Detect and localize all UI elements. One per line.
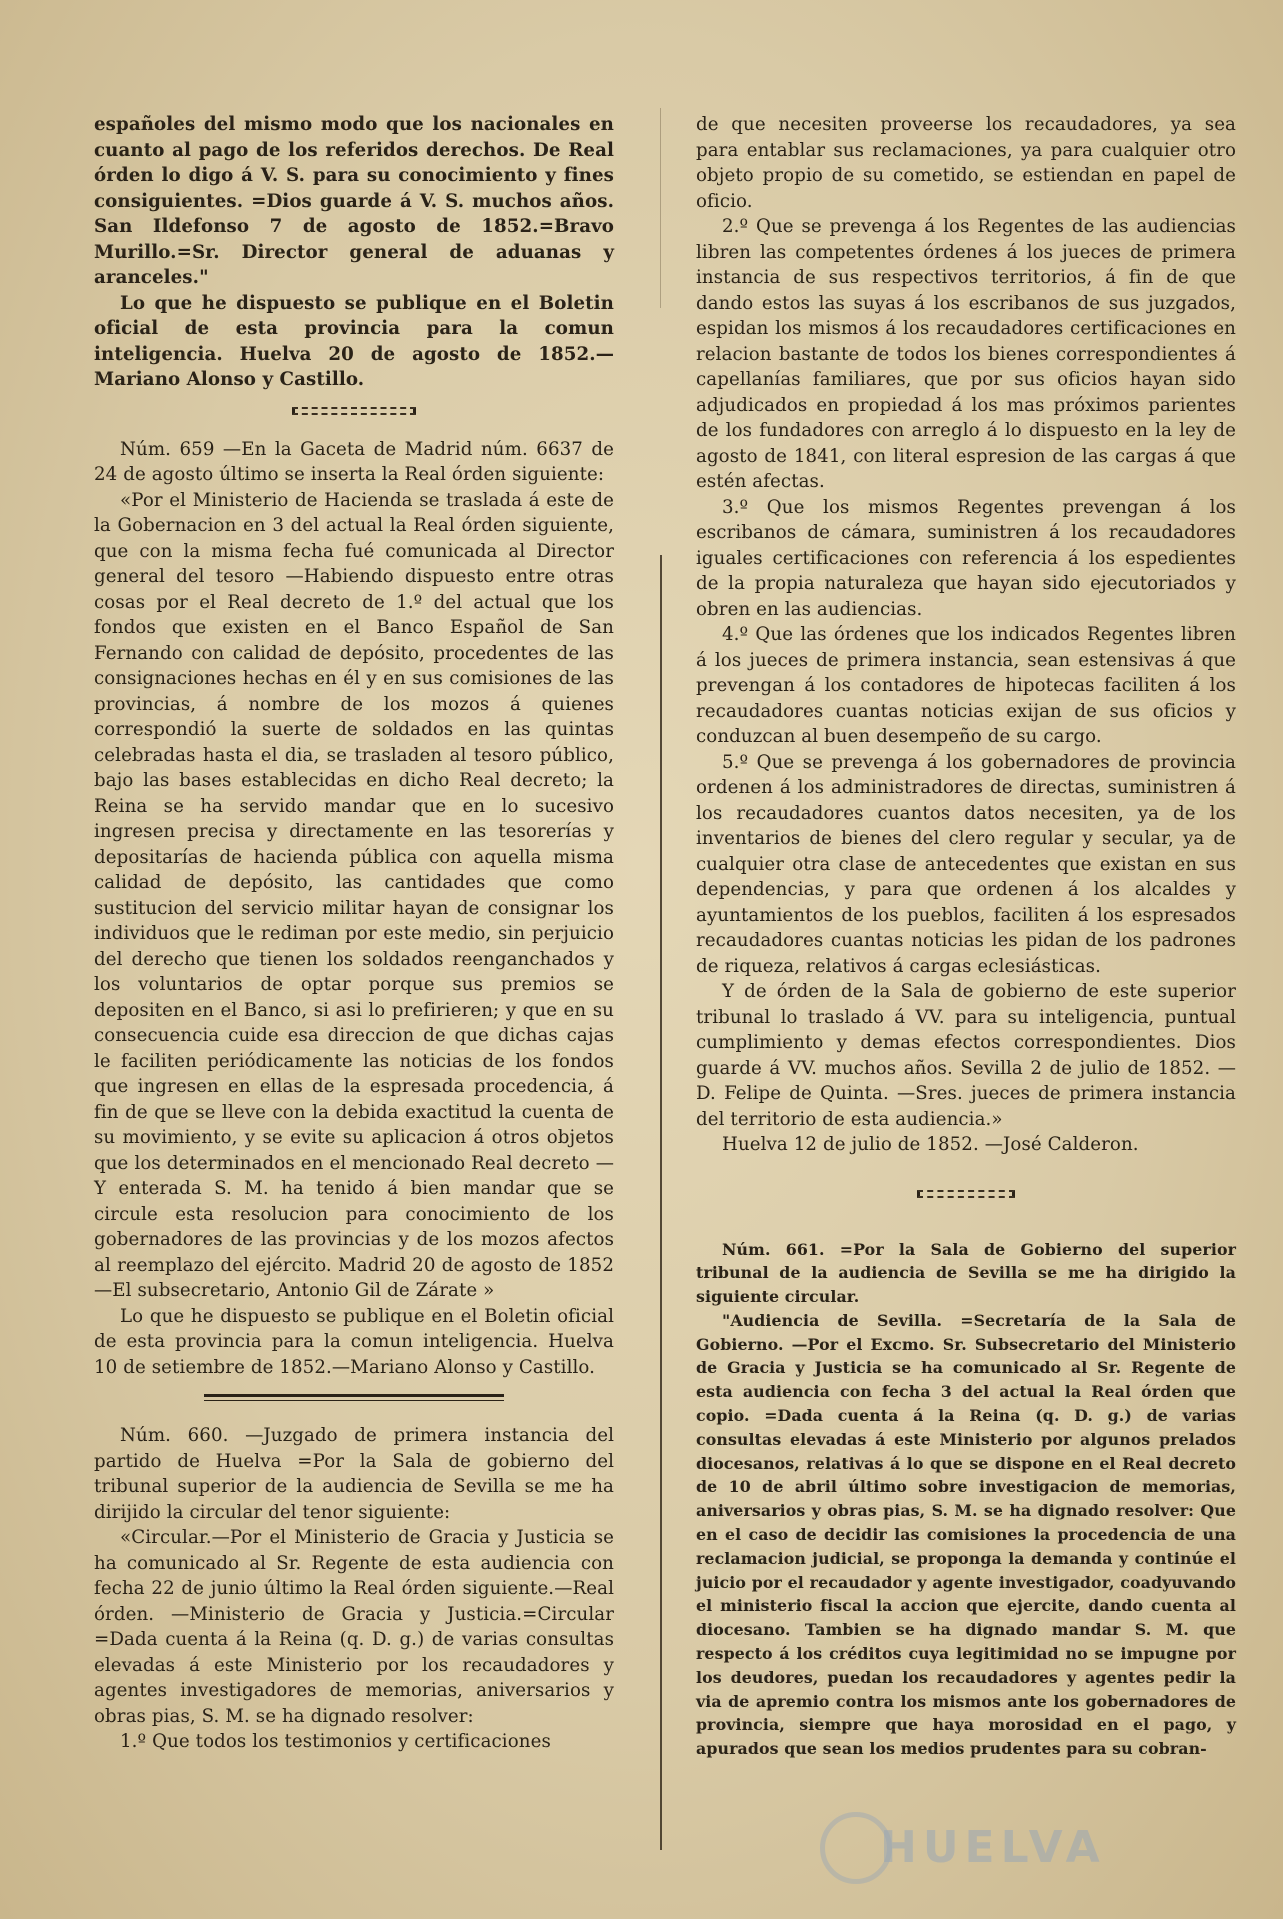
separator bbox=[204, 1394, 504, 1401]
item-4: 4.º Que las órdenes que los indicados Regentes libren á los jueces de primera instancia, sean estensivas á que prevengan á los contadores de hipotecas faciliten á los recaudadores cuantas noticias exijan de sus oficios y conduzcan al buen desempeño de su cargo. bbox=[696, 624, 1236, 747]
paragraph-continuation: españoles del mismo modo que los nacionales en cuanto al pago de los referidos derechos. De Real órden lo digo á V. S. para su conocimiento y fines consiguientes. =Dios guarde á V. S. muchos años. San Ildefonso 7 de agosto de 1852.=Bravo Murillo.=Sr. Director general de aduanas y aranceles." bbox=[94, 114, 614, 288]
paragraph-publication-note: Lo que he dispuesto se publique en el Boletin oficial de esta provincia para la comun inteligencia. Huelva 20 de agosto de 1852.—Mariano Alonso y Castillo. bbox=[94, 292, 614, 390]
item-3: 3.º Que los mismos Regentes prevengan á los escribanos de cámara, suministren á los recaudadores iguales certificaciones con referencia á los espedientes de la propia naturaleza que hayan sido ejecutoriados y obren en las audiencias. bbox=[696, 496, 1236, 620]
article-660-item-1: 1.º Que todos los testimonios y certificaciones bbox=[120, 1731, 551, 1752]
watermark-text: HUELVA bbox=[880, 1822, 1106, 1873]
separator bbox=[917, 1190, 1015, 1198]
article-660-heading: Núm. 660. —Juzgado de primera instancia del partido de Huelva =Por la Sala de gobierno del tribunal superior de la audiencia de Sevilla se me ha dirijido la circular del tenor siguiente: bbox=[94, 1425, 614, 1523]
column-rule-faint bbox=[660, 108, 661, 308]
separator bbox=[292, 407, 416, 415]
item-5: 5.º Que se prevenga á los gobernadores de provincia ordenen á los administradores de directas, suministren á los recaudadores cuantos datos necesiten, ya de los inventarios de bienes del clero regular y secular, ya de cualquier otra clase de antecedentes que existan en sus dependencias, y para que ordenen á los alcaldes y ayuntamientos de los pueblos, faciliten á los espresados recaudadores cuantas noticias les pidan de los padrones de riqueza, relativos á cargas eclesiásticas. bbox=[696, 751, 1236, 977]
article-661-body: "Audiencia de Sevilla. =Secretaría de la Sala de Gobierno. —Por el Excmo. Sr. Subsecretario del Ministerio de Gracia y Justicia se ha comunicado al Sr. Regente de esta audiencia con fecha 3 del actual la Real órden que copio. =Dada cuenta á la Reina (q. D. g.) de varias consultas elevadas á este Ministerio por algunos prelados diocesanos, relativas á lo que se dispone en el Real decreto de 10 de abril último sobre investigacion de memorias, aniversarios y obras pias, S. M. se ha dignado resolver: Que en el caso de decidir las comisiones la procedencia de una reclamacion judicial, se proponga la demanda y continúe el juicio por el recaudador y agente investigador, coadyuvando el ministerio fiscal la accion que ejercite, dando cuenta al diocesano. Tambien se ha dignado mandar S. M. que respecto á los créditos cuya legitimidad no se impugne por los deudores, puedan los recaudadores y agentes pedir la via de apremio contra los mismos ante los gobernadores de provincia, siempre que haya morosidad en el pago, y apurados que sean los medios prudentes para su cobran- bbox=[696, 1310, 1236, 1759]
left-column bbox=[94, 112, 614, 1755]
closing-order: Y de órden de la Sala de gobierno de este superior tribunal lo traslado á VV. para su inteligencia, puntual cumplimiento y demas efectos correspondientes. Dios guarde á VV. muchos años. Sevilla 2 de julio de 1852. —D. Felipe de Quinta. —Sres. jueces de primera instancia del territorio de esta audiencia.» bbox=[696, 981, 1236, 1130]
right-column bbox=[696, 112, 1236, 1761]
item-1-continuation: de que necesiten proveerse los recaudadores, ya sea para entablar sus reclamaciones, ya para cualquier otro objeto propio de su cometido, se estiendan en papel de oficio. bbox=[696, 114, 1236, 212]
article-660-circular: «Circular.—Por el Ministerio de Gracia y Justicia se ha comunicado al Sr. Regente de esta audiencia con fecha 22 de junio último la Real órden siguiente.—Real órden. —Ministerio de Gracia y Justicia.=Circular =Dada cuenta á la Reina (q. D. g.) de varias consultas elevadas á este Ministerio por los recaudadores y agentes investigadores de memorias, aniversarios y obras pias, S. M. se ha dignado resolver: bbox=[94, 1527, 614, 1727]
closing-signature: Huelva 12 de julio de 1852. —José Calderon. bbox=[722, 1134, 1139, 1155]
column-rule bbox=[660, 555, 662, 1850]
item-2: 2.º Que se prevenga á los Regentes de las audiencias libren las competentes órdenes á los jueces de primera instancia de sus respectivos territorios, á fin de que dando estos las suyas á los escribanos de sus juzgados, espidan los mismos á los recaudadores certificaciones en relacion bastante de todos los bienes correspondientes á capellanías familiares, que por sus oficios hayan sido adjudicados en propiedad á los mas próximos parientes de los fundadores con arreglo á lo dispuesto en la ley de agosto de 1841, con literal espresion de las cargas á que estén afectas. bbox=[696, 216, 1236, 492]
article-659-body: «Por el Ministerio de Hacienda se traslada á este de la Gobernacion en 3 del actual la Real órden siguiente, que con la misma fecha fué comunicada al Director general del tesoro —Habiendo dispuesto entre otras cosas por el Real decreto de 1.º del actual que los fondos que existen en el Banco Español de San Fernando con calidad de depósito, procedentes de las consignaciones hechas en él y en sus comisiones de las provincias, á nombre de los mozos á quienes correspondió la suerte de soldados en las quintas celebradas hasta el dia, se trasladen al tesoro público, bajo las bases establecidas en dicho Real decreto; la Reina se ha servido mandar que en lo sucesivo ingresen precisa y directamente en las tesorerías y depositarías de hacienda pública con aquella misma calidad de depósito, las cantidades que como sustitucion del servicio militar hayan de consignar los individuos que le rediman por este medio, sin perjuicio del derecho que tienen los soldados reenganchados y los voluntarios de optar porque sus premios se depositen en el Banco, si asi lo prefirieren; y que en su consecuencia cuide esa direccion de que dichas cajas le faciliten periódicamente las noticias de los fondos que ingresen en ellas de la espresada procedencia, á fin de que se lleve con la debida exactitud la cuenta de su movimiento, y se evite su aplicacion á otros objetos que los determinados en el mencionado Real decreto —Y enterada S. M. ha tenido á bien mandar que se circule esta resolucion para conocimiento de los gobernadores de las provincias y de los mozos afectos al reemplazo del ejército. Madrid 20 de agosto de 1852 —El subsecretario, Antonio Gil de Zárate » bbox=[94, 489, 614, 1301]
article-661-heading: Núm. 661. =Por la Sala de Gobierno del superior tribunal de la audiencia de Sevilla se me ha dirigido la siguiente circular. bbox=[696, 1239, 1236, 1307]
article-659-heading: Núm. 659 —En la Gaceta de Madrid núm. 6637 de 24 de agosto último se inserta la Real órden siguiente: bbox=[94, 438, 614, 485]
article-659-note: Lo que he dispuesto se publique en el Boletin oficial de esta provincia para la comun inteligencia. Huelva 10 de setiembre de 1852.—Mariano Alonso y Castillo. bbox=[94, 1305, 614, 1378]
